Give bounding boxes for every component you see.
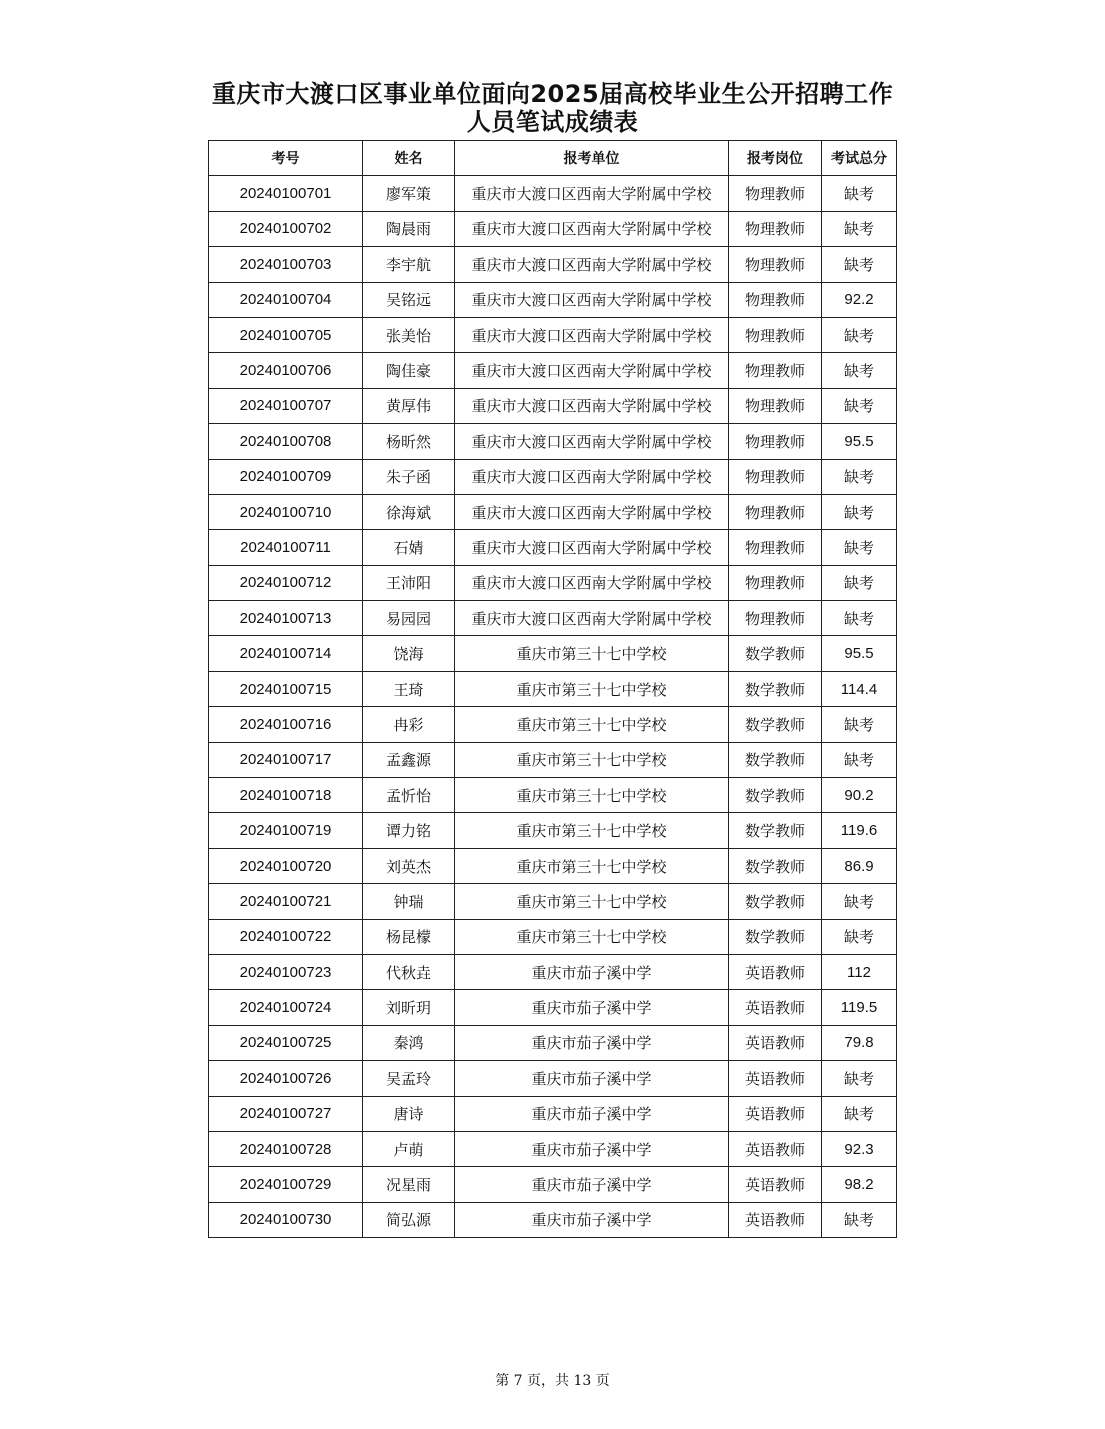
- page-footer: 第 7 页，共 13 页: [495, 1373, 610, 1389]
- cell-total-score: 缺考: [822, 459, 897, 494]
- cell-position: 英语教师: [729, 954, 822, 989]
- cell-total-score: 92.2: [822, 282, 897, 317]
- cell-unit: 重庆市茄子溪中学: [455, 1096, 729, 1131]
- cell-unit: 重庆市大渡口区西南大学附属中学校: [455, 211, 729, 246]
- cell-total-score: 缺考: [822, 1061, 897, 1096]
- cell-position: 数学教师: [729, 671, 822, 706]
- cell-total-score: 79.8: [822, 1025, 897, 1060]
- cell-exam-id: 20240100708: [209, 424, 363, 459]
- header-unit: 报考单位: [455, 141, 729, 176]
- cell-exam-id: 20240100721: [209, 884, 363, 919]
- cell-total-score: 90.2: [822, 778, 897, 813]
- table-row: [209, 176, 897, 211]
- cell-unit: 重庆市第三十七中学校: [455, 884, 729, 919]
- cell-unit: 重庆市大渡口区西南大学附属中学校: [455, 459, 729, 494]
- cell-name: 杨昆檬: [363, 919, 455, 954]
- cell-total-score: 缺考: [822, 565, 897, 600]
- cell-exam-id: 20240100707: [209, 388, 363, 423]
- table-row: [209, 494, 897, 529]
- cell-unit: 重庆市第三十七中学校: [455, 707, 729, 742]
- cell-name: 吴铭远: [363, 282, 455, 317]
- cell-total-score: 114.4: [822, 671, 897, 706]
- cell-exam-id: 20240100720: [209, 848, 363, 883]
- cell-unit: 重庆市茄子溪中学: [455, 1025, 729, 1060]
- cell-name: 刘英杰: [363, 848, 455, 883]
- cell-position: 物理教师: [729, 317, 822, 352]
- cell-name: 徐海斌: [363, 494, 455, 529]
- cell-exam-id: 20240100710: [209, 494, 363, 529]
- cell-position: 物理教师: [729, 247, 822, 282]
- cell-name: 李宇航: [363, 247, 455, 282]
- cell-unit: 重庆市茄子溪中学: [455, 1167, 729, 1202]
- cell-unit: 重庆市第三十七中学校: [455, 848, 729, 883]
- cell-unit: 重庆市第三十七中学校: [455, 919, 729, 954]
- cell-unit: 重庆市大渡口区西南大学附属中学校: [455, 176, 729, 211]
- page-title: [0, 80, 1105, 136]
- cell-name: 朱子函: [363, 459, 455, 494]
- cell-name: 石婧: [363, 530, 455, 565]
- cell-unit: 重庆市大渡口区西南大学附属中学校: [455, 317, 729, 352]
- table-row: [209, 353, 897, 388]
- cell-unit: 重庆市茄子溪中学: [455, 954, 729, 989]
- cell-total-score: 95.5: [822, 636, 897, 671]
- cell-unit: 重庆市茄子溪中学: [455, 1061, 729, 1096]
- table-row: [209, 671, 897, 706]
- cell-unit: 重庆市大渡口区西南大学附属中学校: [455, 282, 729, 317]
- cell-exam-id: 20240100729: [209, 1167, 363, 1202]
- table-row: [209, 707, 897, 742]
- cell-exam-id: 20240100709: [209, 459, 363, 494]
- cell-exam-id: 20240100712: [209, 565, 363, 600]
- cell-exam-id: 20240100705: [209, 317, 363, 352]
- header-exam-id: 考号: [209, 141, 363, 176]
- cell-position: 物理教师: [729, 494, 822, 529]
- table-row: [209, 1202, 897, 1237]
- table-row: [209, 388, 897, 423]
- cell-position: 英语教师: [729, 1025, 822, 1060]
- title-line-1: 重庆市大渡口区事业单位面向2025届高校毕业生公开招聘工作: [211, 80, 894, 108]
- table-row: [209, 1061, 897, 1096]
- cell-total-score: 缺考: [822, 530, 897, 565]
- table-row: [209, 884, 897, 919]
- cell-position: 物理教师: [729, 565, 822, 600]
- cell-name: 孟忻怡: [363, 778, 455, 813]
- table-row: [209, 317, 897, 352]
- table-row: [209, 742, 897, 777]
- cell-name: 秦鸿: [363, 1025, 455, 1060]
- cell-position: 数学教师: [729, 636, 822, 671]
- cell-position: 英语教师: [729, 1131, 822, 1166]
- cell-total-score: 缺考: [822, 247, 897, 282]
- cell-total-score: 缺考: [822, 494, 897, 529]
- cell-exam-id: 20240100726: [209, 1061, 363, 1096]
- cell-name: 刘昕玥: [363, 990, 455, 1025]
- cell-exam-id: 20240100725: [209, 1025, 363, 1060]
- cell-position: 英语教师: [729, 1061, 822, 1096]
- cell-name: 冉彩: [363, 707, 455, 742]
- table-row: [209, 1167, 897, 1202]
- cell-exam-id: 20240100713: [209, 601, 363, 636]
- cell-unit: 重庆市大渡口区西南大学附属中学校: [455, 353, 729, 388]
- cell-exam-id: 20240100716: [209, 707, 363, 742]
- cell-position: 物理教师: [729, 282, 822, 317]
- cell-position: 数学教师: [729, 778, 822, 813]
- cell-unit: 重庆市茄子溪中学: [455, 1202, 729, 1237]
- score-table: [208, 140, 897, 1238]
- cell-total-score: 86.9: [822, 848, 897, 883]
- cell-name: 黄厚伟: [363, 388, 455, 423]
- cell-total-score: 98.2: [822, 1167, 897, 1202]
- cell-exam-id: 20240100717: [209, 742, 363, 777]
- table-row: [209, 954, 897, 989]
- cell-position: 数学教师: [729, 707, 822, 742]
- cell-name: 张美怡: [363, 317, 455, 352]
- table-row: [209, 1096, 897, 1131]
- cell-exam-id: 20240100730: [209, 1202, 363, 1237]
- title-line-2: 人员笔试成绩表: [466, 108, 639, 136]
- table-row: [209, 459, 897, 494]
- cell-name: 王琦: [363, 671, 455, 706]
- cell-total-score: 缺考: [822, 317, 897, 352]
- header-name: 姓名: [363, 141, 455, 176]
- table-body: [209, 176, 897, 1238]
- cell-unit: 重庆市大渡口区西南大学附属中学校: [455, 494, 729, 529]
- cell-unit: 重庆市第三十七中学校: [455, 636, 729, 671]
- cell-unit: 重庆市茄子溪中学: [455, 1131, 729, 1166]
- cell-name: 况星雨: [363, 1167, 455, 1202]
- header-total-score: 考试总分: [822, 141, 897, 176]
- cell-name: 谭力铭: [363, 813, 455, 848]
- cell-name: 简弘源: [363, 1202, 455, 1237]
- cell-unit: 重庆市大渡口区西南大学附属中学校: [455, 601, 729, 636]
- cell-exam-id: 20240100703: [209, 247, 363, 282]
- cell-total-score: 95.5: [822, 424, 897, 459]
- cell-position: 英语教师: [729, 1202, 822, 1237]
- table-row: [209, 813, 897, 848]
- cell-unit: 重庆市第三十七中学校: [455, 813, 729, 848]
- cell-name: 唐诗: [363, 1096, 455, 1131]
- table-row: [209, 919, 897, 954]
- cell-unit: 重庆市第三十七中学校: [455, 671, 729, 706]
- cell-exam-id: 20240100714: [209, 636, 363, 671]
- cell-unit: 重庆市第三十七中学校: [455, 778, 729, 813]
- cell-position: 数学教师: [729, 848, 822, 883]
- table-row: [209, 211, 897, 246]
- cell-exam-id: 20240100718: [209, 778, 363, 813]
- cell-total-score: 缺考: [822, 176, 897, 211]
- cell-name: 王沛阳: [363, 565, 455, 600]
- cell-total-score: 119.5: [822, 990, 897, 1025]
- cell-name: 陶佳豪: [363, 353, 455, 388]
- cell-exam-id: 20240100723: [209, 954, 363, 989]
- cell-position: 数学教师: [729, 919, 822, 954]
- cell-unit: 重庆市大渡口区西南大学附属中学校: [455, 388, 729, 423]
- cell-unit: 重庆市大渡口区西南大学附属中学校: [455, 530, 729, 565]
- cell-exam-id: 20240100728: [209, 1131, 363, 1166]
- cell-position: 数学教师: [729, 884, 822, 919]
- cell-name: 吴孟玲: [363, 1061, 455, 1096]
- header-row: [209, 141, 897, 176]
- cell-position: 物理教师: [729, 211, 822, 246]
- table-row: [209, 1025, 897, 1060]
- table-row: [209, 990, 897, 1025]
- cell-total-score: 缺考: [822, 1202, 897, 1237]
- cell-name: 饶海: [363, 636, 455, 671]
- cell-name: 孟鑫源: [363, 742, 455, 777]
- table-row: [209, 778, 897, 813]
- cell-unit: 重庆市大渡口区西南大学附属中学校: [455, 424, 729, 459]
- cell-total-score: 缺考: [822, 388, 897, 423]
- cell-exam-id: 20240100727: [209, 1096, 363, 1131]
- cell-total-score: 缺考: [822, 707, 897, 742]
- cell-name: 代秋垚: [363, 954, 455, 989]
- cell-position: 英语教师: [729, 1167, 822, 1202]
- cell-position: 物理教师: [729, 530, 822, 565]
- table-row: [209, 601, 897, 636]
- cell-name: 陶晨雨: [363, 211, 455, 246]
- cell-unit: 重庆市大渡口区西南大学附属中学校: [455, 247, 729, 282]
- cell-position: 物理教师: [729, 459, 822, 494]
- cell-total-score: 缺考: [822, 884, 897, 919]
- table-row: [209, 282, 897, 317]
- cell-total-score: 92.3: [822, 1131, 897, 1166]
- table-row: [209, 1131, 897, 1166]
- cell-position: 英语教师: [729, 1096, 822, 1131]
- cell-exam-id: 20240100724: [209, 990, 363, 1025]
- header-position: 报考岗位: [729, 141, 822, 176]
- cell-position: 物理教师: [729, 388, 822, 423]
- cell-total-score: 缺考: [822, 353, 897, 388]
- cell-total-score: 缺考: [822, 211, 897, 246]
- cell-position: 数学教师: [729, 813, 822, 848]
- table-row: [209, 530, 897, 565]
- cell-name: 廖军策: [363, 176, 455, 211]
- cell-exam-id: 20240100715: [209, 671, 363, 706]
- cell-total-score: 缺考: [822, 601, 897, 636]
- cell-exam-id: 20240100702: [209, 211, 363, 246]
- cell-total-score: 119.6: [822, 813, 897, 848]
- cell-total-score: 缺考: [822, 919, 897, 954]
- cell-position: 物理教师: [729, 424, 822, 459]
- cell-name: 易园园: [363, 601, 455, 636]
- cell-position: 物理教师: [729, 601, 822, 636]
- cell-name: 卢萌: [363, 1131, 455, 1166]
- cell-exam-id: 20240100719: [209, 813, 363, 848]
- table-row: [209, 424, 897, 459]
- cell-exam-id: 20240100704: [209, 282, 363, 317]
- cell-exam-id: 20240100722: [209, 919, 363, 954]
- cell-position: 物理教师: [729, 353, 822, 388]
- cell-total-score: 缺考: [822, 742, 897, 777]
- cell-exam-id: 20240100701: [209, 176, 363, 211]
- cell-name: 杨昕然: [363, 424, 455, 459]
- cell-exam-id: 20240100711: [209, 530, 363, 565]
- table-row: [209, 636, 897, 671]
- cell-position: 英语教师: [729, 990, 822, 1025]
- cell-unit: 重庆市大渡口区西南大学附属中学校: [455, 565, 729, 600]
- cell-unit: 重庆市茄子溪中学: [455, 990, 729, 1025]
- cell-total-score: 缺考: [822, 1096, 897, 1131]
- cell-position: 物理教师: [729, 176, 822, 211]
- cell-name: 钟瑞: [363, 884, 455, 919]
- table-row: [209, 247, 897, 282]
- cell-exam-id: 20240100706: [209, 353, 363, 388]
- cell-position: 数学教师: [729, 742, 822, 777]
- table-row: [209, 565, 897, 600]
- cell-total-score: 112: [822, 954, 897, 989]
- table-row: [209, 848, 897, 883]
- cell-unit: 重庆市第三十七中学校: [455, 742, 729, 777]
